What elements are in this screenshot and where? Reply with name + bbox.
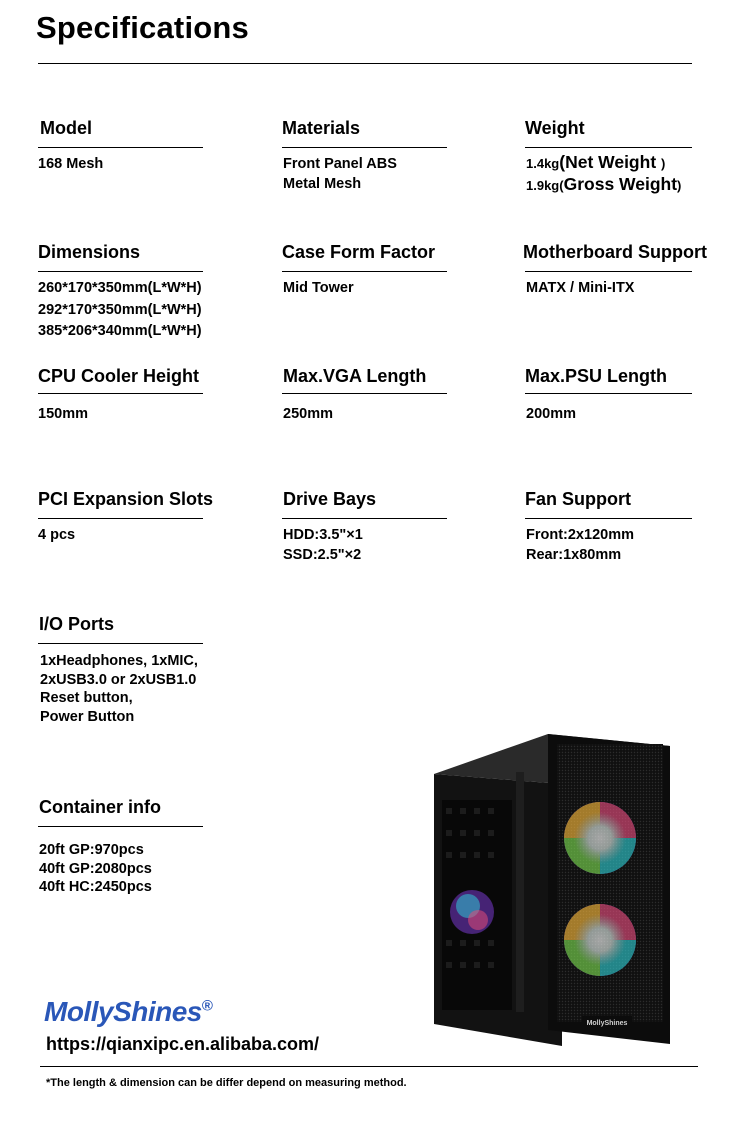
spec-label-weight: Weight <box>525 118 585 138</box>
footer-note: *The length & dimension can be differ depend on measuring method. <box>46 1077 407 1089</box>
case-badge: MollyShines <box>586 1020 628 1027</box>
spec-value-line: 4 pcs <box>38 527 76 543</box>
spec-value-line: Front Panel ABS <box>283 156 397 172</box>
spec-divider <box>282 147 447 148</box>
spec-value-line: 40ft HC:2450pcs <box>39 879 152 895</box>
brand-url[interactable]: https://qianxipc.en.alibaba.com/ <box>46 1034 320 1054</box>
spec-value-materials <box>283 154 397 194</box>
spec-value-line: 1xHeadphones, 1xMIC, <box>40 653 198 669</box>
spec-label-io-ports: I/O Ports <box>39 614 115 634</box>
pc-case-image <box>432 730 672 1048</box>
gross-weight-open: ( <box>559 178 564 193</box>
net-weight-amount: 1.4kg <box>526 156 560 171</box>
spec-label-model: Model <box>40 118 92 138</box>
spec-value-cpu-cooler-height <box>38 404 88 424</box>
spec-value-pci-expansion-slots <box>38 525 75 545</box>
brand-logo-text: MollyShines <box>44 996 202 1027</box>
spec-divider <box>38 518 203 519</box>
net-weight-close: ) <box>661 156 666 171</box>
spec-label-case-form-factor: Case Form Factor <box>282 242 436 262</box>
spec-value-case-form-factor <box>283 278 354 298</box>
spec-value-line: 292*170*350mm(L*W*H) <box>38 301 202 318</box>
gross-weight-text: Gross Weight <box>563 174 678 194</box>
spec-value-line: Reset button, <box>40 690 133 707</box>
spec-label-container-info: Container info <box>39 797 161 817</box>
spec-value-line: Front:2x120mm <box>526 527 634 543</box>
spec-divider <box>282 518 447 519</box>
spec-value-line: 2xUSB3.0 or 2xUSB1.0 <box>40 671 197 688</box>
spec-value-line: MATX / Mini-ITX <box>526 280 635 296</box>
spec-label-pci-expansion-slots: PCI Expansion Slots <box>38 489 214 509</box>
net-weight-text: (Net Weight <box>559 152 662 172</box>
spec-label-motherboard-support: Motherboard Support <box>523 242 707 262</box>
spec-label-drive-bays: Drive Bays <box>283 489 377 509</box>
spec-value-drive-bays <box>283 525 363 565</box>
spec-value-container-info <box>39 841 152 897</box>
spec-value-io-ports <box>40 652 198 727</box>
spec-value-line: HDD:3.5"×1 <box>283 527 363 543</box>
spec-divider <box>525 393 692 394</box>
spec-label-dimensions: Dimensions <box>38 242 141 262</box>
spec-value-line: 250mm <box>283 406 333 422</box>
spec-divider <box>525 147 692 148</box>
spec-value-line: 40ft GP:2080pcs <box>39 860 152 877</box>
spec-value-line: 168 Mesh <box>38 156 104 172</box>
spec-value-line: 150mm <box>38 406 88 422</box>
spec-label-cpu-cooler-height: CPU Cooler Height <box>38 366 200 386</box>
spec-value-fan-support <box>526 525 634 565</box>
spec-value-line: Metal Mesh <box>283 176 362 192</box>
spec-value-line: 20ft GP:970pcs <box>39 842 144 858</box>
spec-label-max-psu-length: Max.PSU Length <box>525 366 668 386</box>
gross-weight-close: ) <box>677 178 682 193</box>
front-fan-top <box>564 802 636 874</box>
spec-value-max-psu-length <box>526 404 576 424</box>
spec-divider <box>38 147 203 148</box>
spec-divider <box>38 271 203 272</box>
spec-divider <box>38 393 203 394</box>
spec-value-line: 260*170*350mm(L*W*H) <box>38 280 202 296</box>
spec-divider <box>282 393 447 394</box>
brand-logo <box>44 996 212 1028</box>
footer-divider <box>40 1066 698 1067</box>
spec-label-max-vga-length: Max.VGA Length <box>283 366 427 386</box>
spec-value-line: 385*206*340mm(L*W*H) <box>38 323 202 339</box>
gross-weight-amount: 1.9kg <box>526 178 560 193</box>
spec-value-line: Mid Tower <box>283 280 354 296</box>
spec-value-line: 200mm <box>526 406 576 422</box>
spec-value-model <box>38 154 103 174</box>
spec-value-dimensions <box>38 278 202 343</box>
spec-value-line: Power Button <box>40 709 135 726</box>
spec-divider <box>525 271 692 272</box>
page-title: Specifications <box>36 10 249 45</box>
spec-label-materials: Materials <box>282 118 361 138</box>
spec-value-motherboard-support <box>526 278 634 298</box>
spec-divider <box>38 643 203 644</box>
spec-value-max-vga-length <box>283 404 333 424</box>
spec-divider <box>525 518 692 519</box>
spec-divider <box>38 826 203 827</box>
net-weight-line <box>526 152 681 174</box>
front-fan-bottom <box>564 904 636 976</box>
spec-value-line: SSD:2.5"×2 <box>283 547 362 563</box>
spec-divider <box>282 271 447 272</box>
gross-weight-line <box>526 174 681 196</box>
spec-value-weight <box>526 152 681 196</box>
title-divider <box>38 63 692 64</box>
registered-mark: ® <box>201 997 213 1015</box>
spec-value-line: Rear:1x80mm <box>526 547 622 563</box>
spec-label-fan-support: Fan Support <box>525 489 631 509</box>
